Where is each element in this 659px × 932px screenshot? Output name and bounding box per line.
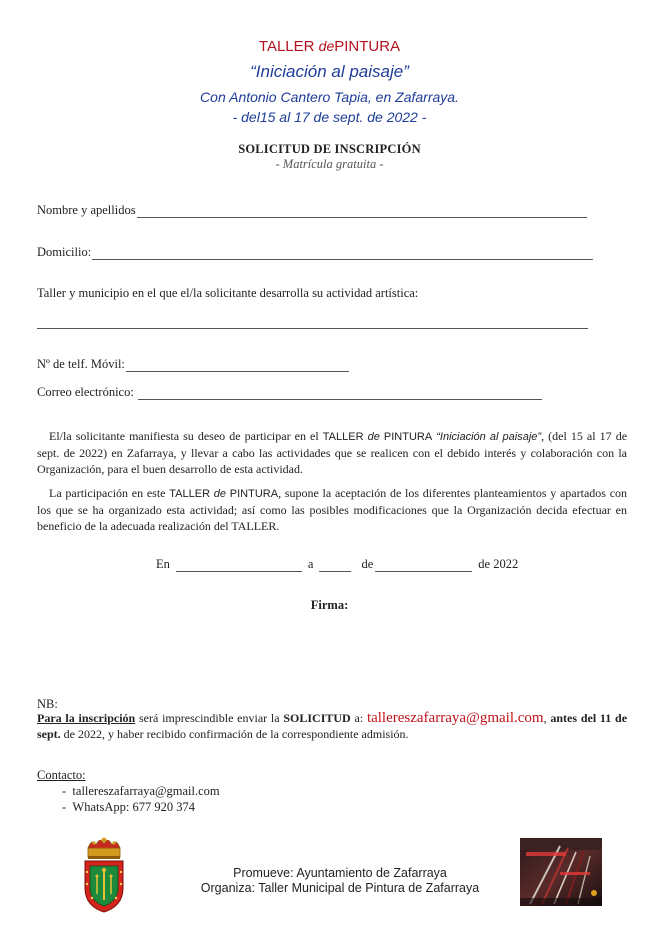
instructor-line: Con Antonio Cantero Tapia, en Zafarraya. <box>200 89 459 105</box>
registration-email-link[interactable]: tallereszafarraya@gmail.com <box>366 710 544 726</box>
phone-label: Nº de telf. Móvil: <box>37 357 125 371</box>
note-label: NB: <box>37 697 58 711</box>
address-label: Domicilio: <box>37 245 92 259</box>
phone-input-line[interactable] <box>126 359 349 372</box>
course-subtitle: “Iniciación al paisaje” <box>250 62 409 81</box>
municipality-input-line[interactable] <box>37 316 588 329</box>
registration-note: Para la inscripción será imprescindible enviar la SOLICITUD a: tallereszafarraya@gmail.com, antes del 11 de sept. de 2022, y haber recibido confirmación de la correspondiente admisión. <box>37 710 628 741</box>
workshop-logo <box>520 838 602 906</box>
participation-paragraph: El/la solicitante manifiesta su deseo de participar en el TALLER de PINTURA “Iniciación al paisaje”, (del 15 al 17 de sept. de 2022) en Zafarraya, y llevar a cabo las actividades que se realicen con el debido interés y colaboración con la Organización, para el buen desarrollo de esta actividad. <box>37 429 628 476</box>
form-title: SOLICITUD DE INSCRIPCIÓN <box>238 142 421 156</box>
municipality-label: Taller y municipio en el que el/la solicitante desarrolla su actividad artística: <box>37 286 419 300</box>
course-dates: - del15 al 17 de sept. de 2022 - <box>232 109 427 125</box>
contact-list <box>62 783 220 815</box>
place-input-line[interactable] <box>176 559 302 572</box>
contact-label: Contacto: <box>37 768 86 782</box>
name-field[interactable] <box>37 203 587 218</box>
phone-field[interactable] <box>37 357 349 372</box>
contact-item-whatsapp: - WhatsApp: 677 920 374 <box>62 800 195 814</box>
coat-of-arms-logo <box>80 836 128 914</box>
address-input-line[interactable] <box>92 247 593 260</box>
contact-item-email[interactable]: - tallereszafarraya@gmail.com <box>62 784 220 798</box>
month-input-line[interactable] <box>375 559 472 572</box>
footer-organizes: Organiza: Taller Municipal de Pintura de Zafarraya <box>200 881 480 895</box>
email-field[interactable] <box>37 385 542 400</box>
signature-label: Firma: <box>310 598 349 612</box>
acceptance-paragraph: La participación en este TALLER de PINTURA, supone la aceptación de los diferentes planteamientos y apartados con los que se ha organizado esta actividad; así como las posibles modificaciones que la Organización decida efectuar en beneficio de la adecuada realización del TALLER. <box>37 486 628 533</box>
footer-promotes: Promueve: Ayuntamiento de Zafarraya <box>233 866 447 880</box>
name-label: Nombre y apellidos <box>37 203 136 217</box>
address-field[interactable] <box>37 245 593 260</box>
place-date-line: En a de de 2022 <box>156 557 519 571</box>
name-input-line[interactable] <box>137 205 587 218</box>
email-input-line[interactable] <box>138 387 542 400</box>
day-input-line[interactable] <box>319 559 351 572</box>
form-subtitle: - Matrícula gratuita - <box>275 157 384 171</box>
course-title: TALLER dePINTURA <box>258 38 401 55</box>
email-label: Correo electrónico: <box>37 385 134 399</box>
